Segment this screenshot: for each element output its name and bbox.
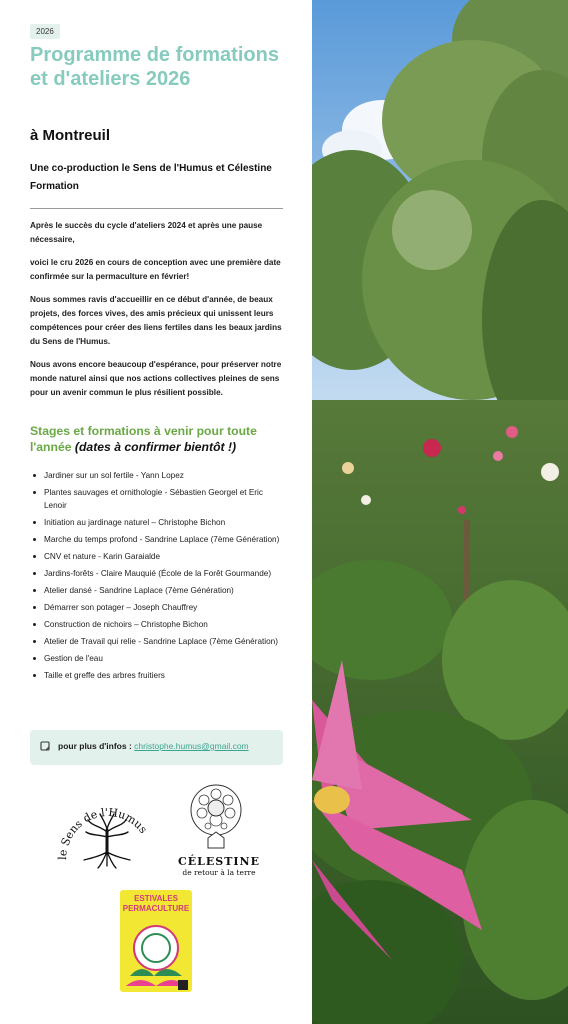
garden-photo xyxy=(312,0,568,1024)
celestine-logo xyxy=(178,782,260,882)
list-item: Plantes sauvages et ornithologie - Sébastien Georgel et Eric Lenoir xyxy=(30,486,286,513)
stages-heading-note: (dates à confirmer bientôt !) xyxy=(74,440,237,454)
list-item: CNV et nature - Karin Garaialde xyxy=(30,550,286,563)
intro-paragraph: Nous avons encore beaucoup d'espérance, pour préserver notre monde naturel ainsi que nos actions collectives pleines de sens pour un avenir commun le plus résilient possible. xyxy=(30,360,282,397)
list-item: Jardiner sur un sol fertile - Yann Lopez xyxy=(30,469,286,482)
humus-logo-text: le Sens de l'Humus xyxy=(55,805,150,861)
poster-title-2: PERMACULTURE xyxy=(122,904,190,913)
coproduction-text: Une co-production le Sens de l'Humus et Célestine Formation xyxy=(30,163,272,192)
celestine-tagline: de retour à la terre xyxy=(182,868,256,877)
stages-heading xyxy=(30,423,290,455)
sens-de-l-humus-logo xyxy=(52,782,162,874)
workshop-list xyxy=(30,469,286,686)
estivales-permaculture-poster xyxy=(120,890,192,992)
svg-text:le Sens de l'Humus xyxy=(56,806,150,860)
intro-text xyxy=(30,219,282,409)
info-label: pour plus d'infos : xyxy=(58,741,132,751)
list-item: Taille et greffe des arbres fruitiers xyxy=(30,669,286,682)
info-line xyxy=(58,741,249,751)
list-item: Atelier de Travail qui relie - Sandrine Laplace (7ème Génération) xyxy=(30,635,286,648)
intro-paragraph: Nous sommes ravis d'accueillir en ce début d'année, de beaux projets, des forces vives, des amis précieux qui unissent leurs compétences pour créer des liens fertiles dans les beaux jardins du Sens de l'Humus. xyxy=(30,295,282,346)
poster-title-1: ESTIVALES xyxy=(134,894,178,903)
divider xyxy=(30,208,283,209)
list-item: Atelier dansé - Sandrine Laplace (7ème Génération) xyxy=(30,584,286,597)
location-subtitle: à Montreuil xyxy=(30,127,111,144)
page-title: Programme de formations et d'ateliers 2026 xyxy=(30,44,279,90)
list-item: Gestion de l'eau xyxy=(30,652,286,665)
list-item: Marche du temps profond - Sandrine Laplace (7ème Génération) xyxy=(30,533,286,546)
celestine-name: CÉLESTINE xyxy=(178,855,260,868)
intro-paragraph: Après le succès du cycle d'ateliers 2024 et après une pause nécessaire, xyxy=(30,221,263,244)
list-item: Construction de nichoirs – Christophe Bichon xyxy=(30,618,286,631)
list-item: Jardins-forêts - Claire Mauquié (École de la Forêt Gourmande) xyxy=(30,567,286,580)
stages-heading-text: Stages et formations à venir pour toute l'année xyxy=(30,424,257,454)
email-link[interactable]: christophe.humus@gmail.com xyxy=(134,741,249,751)
note-icon xyxy=(40,741,51,754)
year-badge: 2026 xyxy=(30,24,60,39)
list-item: Initiation au jardinage naturel – Christophe Bichon xyxy=(30,516,286,529)
list-item: Démarrer son potager – Joseph Chauffrey xyxy=(30,601,286,614)
info-box xyxy=(30,730,283,765)
intro-paragraph: voici le cru 2026 en cours de conception avec une première date confirmée sur la permaculture en février! xyxy=(30,258,281,281)
